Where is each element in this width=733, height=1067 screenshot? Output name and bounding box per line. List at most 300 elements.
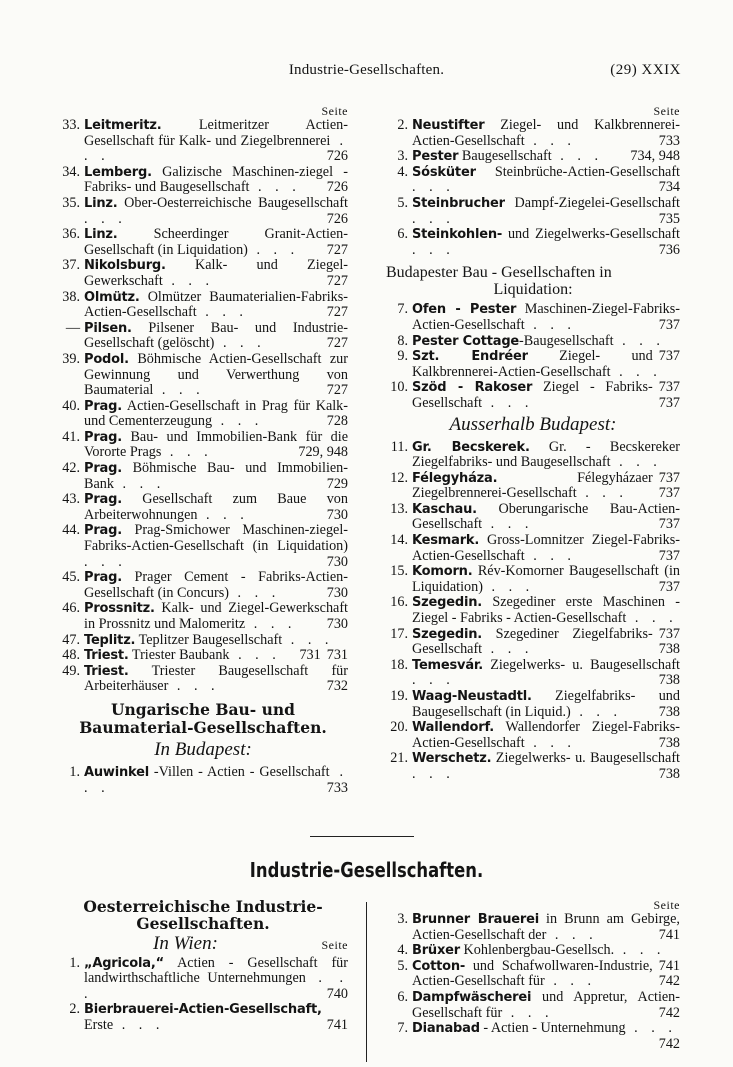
entry-page: 737	[653, 318, 680, 334]
list-item	[386, 912, 680, 943]
list-item	[386, 149, 680, 165]
entry-text	[412, 990, 680, 1021]
entry-text	[84, 321, 348, 352]
entry-description: Prag-Smichower Maschinen-ziegel-Fabriks-Actien-Gesellschaft (in Liquidation)	[84, 522, 348, 555]
left-column	[58, 104, 348, 796]
right-entry-list-b	[386, 302, 680, 411]
leader-dots: . . .	[412, 179, 455, 196]
entry-page: 738	[653, 642, 680, 658]
entry-description: und Appretur, Actien-Gesellschaft für	[412, 988, 680, 1021]
seite-label-bottom: Seite	[321, 938, 348, 952]
entry-place: Prag.	[84, 398, 122, 414]
entry-description: Kalk- und Ziegel-Gewerkschaft in Prossnitz und Malomeritz	[84, 600, 348, 632]
entry-number: 37.	[62, 257, 80, 274]
entry-page: 741	[653, 928, 680, 944]
entry-number: 20.	[390, 719, 408, 736]
liquidation-heading-line2: Liquidation:	[493, 281, 573, 299]
list-item	[386, 471, 680, 502]
entry-page: 738	[653, 767, 680, 783]
entry-number: 47.	[62, 631, 80, 648]
entry-text	[84, 601, 348, 632]
list-item	[386, 959, 680, 990]
entry-place: Komorn.	[412, 564, 473, 580]
list-item	[58, 461, 348, 492]
leader-dots: . . .	[245, 616, 297, 632]
entry-number: 17.	[390, 625, 408, 642]
entry-number: 4.	[397, 942, 408, 959]
entry-description: Actien-Gesellschaft in Prag für Kalk- und Cementerzeugung	[84, 397, 348, 430]
entry-description: Erste	[84, 1016, 114, 1033]
list-item	[58, 570, 348, 601]
entry-description: Gesellschaft zum Baue von Arbeiterwohnungen	[84, 491, 348, 523]
list-item	[386, 533, 680, 564]
entry-page: 737	[653, 471, 680, 487]
entry-page: 741	[653, 959, 680, 975]
entry-text	[412, 1020, 680, 1052]
entry-description: Steinbrüche-Actien-Gesellschaft	[475, 163, 680, 180]
entry-description: -Villen - Actien - Gesellschaft	[149, 763, 330, 780]
leader-dots: . . .	[610, 454, 662, 471]
list-item	[58, 290, 348, 321]
entry-text	[84, 430, 348, 461]
entry-place: Dianabad	[412, 1021, 480, 1037]
leader-dots: . . .	[161, 444, 213, 461]
entry-place: Kesmark.	[412, 533, 480, 549]
entry-description: und Schafwollwaren-Industrie, Actien-Gesellschaft für	[412, 957, 653, 990]
list-item	[58, 118, 348, 165]
entry-text	[84, 196, 348, 227]
entry-page: 737	[653, 580, 680, 596]
entry-description: Olmützer Baumaterialien-Fabriks-Actien-Gesellschaft	[84, 288, 348, 321]
entry-text	[412, 227, 680, 258]
entry-text	[84, 492, 348, 523]
entry-description: Szegediner erste Maschinen - Ziegel - Fabriks - Actien-Gesellschaft	[412, 594, 680, 627]
entry-place: Prag.	[84, 570, 122, 586]
section-divider	[310, 836, 414, 837]
entry-page: 726	[321, 149, 348, 165]
entry-text	[84, 765, 348, 796]
right-entry-list-c	[386, 440, 680, 783]
entry-place: Steinbrucher	[412, 195, 505, 211]
bottom-left-column	[58, 898, 348, 1034]
list-item	[386, 751, 680, 782]
budapest-entry-list	[58, 765, 348, 796]
leader-dots: . . .	[544, 973, 597, 990]
entry-number: 35.	[62, 194, 80, 211]
entry-description: Böhmische Actien-Gesellschaft zur Gewinnung und Verwerthung von Baumaterial	[84, 350, 348, 399]
list-item	[58, 601, 348, 632]
entry-description: - Actien - Unternehmung	[479, 1020, 626, 1037]
list-item	[58, 165, 348, 196]
entry-description: Prager Cement - Fabriks-Actien-Gesellschaft (in Concurs)	[84, 569, 348, 601]
wien-subheading: In Wien:	[153, 933, 218, 954]
leader-dots: . . .	[249, 179, 301, 196]
ausserhalb-subheading: Ausserhalb Budapest:	[449, 413, 617, 435]
entry-page: 727	[321, 243, 348, 259]
entry-description: Triester Baugesellschaft für Arbeiterhäuser	[84, 662, 348, 695]
list-item	[386, 502, 680, 533]
entry-place: Lemberg.	[84, 164, 152, 180]
entry-page: 730	[321, 617, 348, 633]
entry-text	[412, 471, 680, 502]
entry-description: Gr. - Becskereker Ziegelfabriks- und Baugesellschaft	[412, 438, 680, 471]
entry-page: 730	[321, 586, 348, 602]
entry-page: 742	[653, 1037, 680, 1053]
entry-description: Leitmeritzer Actien-Gesellschaft für Kalk- und Ziegelbrennerei	[84, 117, 348, 149]
entry-place: Szöd - Rakoser	[412, 380, 533, 396]
entry-place: Bierbrauerei-Actien-Gesellschaft,	[84, 1002, 322, 1018]
liquidation-heading	[386, 264, 680, 298]
entry-number: 6.	[397, 226, 408, 243]
entry-number: 3.	[397, 911, 408, 927]
entry-number: 9.	[397, 348, 408, 365]
entry-page: 740	[321, 987, 348, 1003]
entry-description: Félegyházaer Ziegelbrennerei-Gesellschaft	[412, 469, 653, 502]
seite-label: Seite	[321, 104, 348, 118]
entry-number: 4.	[397, 163, 408, 180]
entry-place: Gr. Becskerek.	[412, 439, 530, 455]
entry-page: 738	[653, 673, 680, 689]
running-header	[0, 60, 733, 82]
entry-number: 21.	[390, 750, 408, 767]
leader-dots: . . .	[524, 547, 576, 564]
leader-dots: . . .	[482, 641, 534, 658]
entry-number: 49.	[62, 662, 80, 679]
entry-page: 726	[321, 180, 348, 196]
entry-page: 734	[653, 180, 680, 196]
entry-description: Baugesellschaft	[458, 148, 552, 165]
entry-text	[84, 523, 348, 570]
leader-dots: . . .	[196, 304, 248, 321]
leader-dots: . . .	[524, 316, 576, 333]
entry-number: 41.	[62, 428, 80, 445]
entry-description: Scheerdinger Granit-Actien-Gesellschaft (in Liquidation)	[84, 226, 348, 258]
list-item	[58, 321, 348, 352]
entry-place: Steinkohlen-	[412, 227, 503, 243]
list-item	[386, 196, 680, 227]
leader-dots: . . .	[614, 942, 666, 959]
entry-text	[412, 149, 680, 165]
entry-description: Galizische Maschinen-ziegel - Fabriks- und Baugesellschaft	[84, 163, 348, 196]
entry-number: 42.	[62, 460, 80, 477]
leader-dots: . . .	[551, 148, 603, 165]
entry-number: 10.	[390, 379, 408, 396]
ungarische-heading: Ungarische Bau- und Baumaterial-Gesellschaften.	[79, 699, 327, 737]
leader-dots: . . .	[524, 132, 576, 149]
entry-number: 5.	[397, 194, 408, 211]
list-item	[58, 196, 348, 227]
entry-place: Wallendorf.	[412, 720, 494, 736]
entry-page: 730	[321, 508, 348, 524]
entry-place: Kaschau.	[412, 501, 477, 517]
entry-description: Oberungarische Bau-Actien-Gesellschaft	[412, 500, 680, 533]
leader-dots: . . .	[84, 553, 127, 570]
leader-dots: . . .	[229, 584, 281, 601]
entry-text	[412, 502, 680, 533]
entry-place: Prag.	[84, 461, 122, 477]
leader-dots: . . .	[84, 763, 349, 796]
leader-dots: . . .	[625, 1020, 677, 1037]
leader-dots: . . .	[113, 475, 166, 492]
entry-number: 45.	[62, 569, 80, 586]
list-item	[58, 523, 348, 570]
entry-text	[412, 627, 680, 658]
list-item	[58, 664, 348, 695]
entry-place: Triest.	[84, 663, 129, 679]
leader-dots: . . .	[613, 332, 665, 349]
entry-description: Maschinen-Ziegel-Fabriks-Actien-Gesellschaft	[412, 301, 680, 333]
leader-dots: . . .	[168, 678, 220, 695]
bottom-right-entry-list	[386, 911, 680, 1052]
leader-dots: . . .	[162, 272, 215, 289]
seite-label-right: Seite	[653, 104, 680, 118]
list-item	[58, 1002, 348, 1033]
running-title: Industrie-Gesellschaften.	[288, 62, 445, 78]
entry-number: 14.	[390, 532, 408, 549]
list-item	[386, 302, 680, 333]
leader-dots: . . .	[412, 210, 455, 227]
entry-description: Actien - Gesellschaft für landwirthschaftliche Unternehmungen	[84, 954, 348, 987]
entry-text	[412, 720, 680, 751]
entry-page: 742	[653, 1006, 680, 1022]
oesterreichische-heading: Oesterreichische Industrie-Gesellschaften.	[83, 897, 323, 933]
leader-dots: . . .	[412, 765, 455, 782]
entry-page: 742	[653, 974, 680, 990]
entry-number: —	[65, 319, 80, 336]
leader-dots: . . .	[412, 241, 455, 258]
leader-dots: . . .	[412, 672, 455, 689]
entry-text	[412, 196, 680, 227]
entry-text	[84, 648, 348, 664]
entry-place: Szegedin.	[412, 595, 483, 611]
entry-text	[412, 165, 680, 196]
list-item	[58, 492, 348, 523]
entry-description: Triester Baubank	[128, 647, 230, 664]
entry-place: Pester Cottage	[412, 333, 520, 349]
entry-page: 730	[321, 555, 348, 571]
leader-dots: . . .	[113, 1016, 165, 1033]
entry-page: 726	[321, 212, 348, 228]
entry-page: 737	[653, 486, 680, 502]
entry-page: 731	[321, 648, 348, 664]
entry-text	[412, 689, 680, 720]
entry-text	[84, 1002, 348, 1033]
list-item	[386, 564, 680, 595]
entry-page: 733	[653, 134, 680, 150]
list-item	[58, 956, 348, 1003]
list-item	[386, 118, 680, 149]
entry-number: 7.	[397, 301, 408, 318]
entry-place: Triest.	[84, 648, 129, 664]
entry-description: Gross-Lomnitzer Ziegel-Fabriks-Actien-Gesellschaft	[412, 532, 680, 564]
list-item	[58, 765, 348, 796]
leader-dots: . . .	[84, 970, 348, 1002]
leader-dots: . . .	[482, 394, 534, 411]
leader-dots: . . .	[610, 363, 662, 380]
entry-description: Pilsener Bau- und Industrie-Gesellschaft (gelöscht)	[84, 319, 348, 352]
entry-description: Ober-Oesterreichische Baugesellschaft	[117, 194, 348, 211]
entry-place: Temesvár.	[412, 657, 484, 673]
entry-description: Kalk- und Ziegel-Gewerkschaft	[84, 257, 348, 289]
entry-description: Kohlenbergbau-Gesellsch.	[460, 942, 615, 959]
entry-place: Nikolsburg.	[84, 258, 166, 274]
entry-description: Ziegel- und Kalkbrennerei-Actien-Gesellschaft	[412, 348, 653, 380]
leader-dots: . . .	[502, 1004, 554, 1021]
leader-dots: . . .	[576, 485, 628, 502]
entry-place: Dampfwäscherei	[412, 989, 532, 1005]
entry-number: 46.	[62, 600, 80, 617]
entry-description: Szegediner Ziegelfabriks-Gesellschaft	[412, 625, 653, 658]
entry-description: Ziegelwerks- u. Baugesellschaft	[483, 656, 680, 673]
entry-page: 733	[321, 781, 348, 797]
leader-dots: . . .	[229, 647, 281, 664]
entry-text	[84, 258, 348, 289]
leader-dots: . . .	[153, 382, 205, 399]
entry-place: Leitmeritz.	[84, 118, 162, 133]
entry-text	[412, 564, 680, 595]
entry-place: Prag.	[84, 429, 122, 445]
entry-text	[84, 570, 348, 601]
leader-dots: . . .	[482, 578, 535, 595]
entry-text	[84, 290, 348, 321]
entry-place: Teplitz.	[84, 632, 136, 648]
entry-place: Pester	[412, 149, 459, 165]
leader-dots: . . .	[282, 631, 334, 648]
seite-label-bottom-right: Seite	[653, 898, 680, 912]
entry-place: Szt. Endréer	[412, 349, 528, 365]
entry-page: 727	[321, 305, 348, 321]
entry-place: Prag.	[84, 523, 122, 539]
entry-text	[84, 664, 348, 695]
entry-place: Félegyháza.	[412, 470, 498, 486]
entry-page: 727	[321, 336, 348, 352]
entry-place: Prossnitz.	[84, 601, 155, 617]
leader-dots: . . .	[84, 132, 348, 165]
column-rule	[366, 902, 367, 1062]
entry-number: 33.	[62, 117, 80, 133]
entry-number: 13.	[390, 500, 408, 517]
industrie-heading: Industrie-Gesellschaften.	[249, 858, 484, 882]
entry-text	[412, 751, 680, 782]
entry-page: 737	[653, 380, 680, 396]
entry-text	[412, 118, 680, 149]
leader-dots: . . .	[212, 413, 264, 430]
entry-place: Waag-Neustadtl.	[412, 689, 532, 704]
entry-place: Szegedin.	[412, 626, 483, 642]
entry-number: 48.	[62, 647, 80, 664]
entry-text	[84, 165, 348, 196]
leader-dots: . . .	[482, 516, 534, 533]
list-item	[386, 227, 680, 258]
entry-number: 2.	[397, 117, 408, 133]
entry-text	[84, 399, 348, 430]
entry-text	[412, 959, 680, 990]
entry-description: Ziegelfabriks- und Baugesellschaft (in Liquid.)	[412, 688, 680, 720]
entry-page: 729	[321, 477, 348, 493]
entry-number: 11.	[390, 438, 408, 455]
entry-page: 741	[321, 1018, 348, 1034]
leader-dots: . . .	[247, 241, 300, 258]
leader-dots: . . .	[546, 926, 598, 943]
entry-place: Sósküter	[412, 164, 476, 180]
leader-dots: . . .	[84, 210, 127, 227]
entry-text	[412, 912, 680, 943]
entry-page: 729, 948	[292, 445, 348, 461]
entry-page: 736	[653, 243, 680, 259]
budapest-subheading: In Budapest:	[154, 738, 252, 760]
entry-page: 737	[653, 396, 680, 412]
entry-description: Dampf-Ziegelei-Gesellschaft	[504, 194, 680, 211]
entry-number: 6.	[397, 988, 408, 1005]
entry-page: 734, 948	[624, 149, 680, 165]
entry-text	[84, 461, 348, 492]
list-item	[386, 380, 680, 411]
entry-description: und Ziegelwerks-Gesellschaft	[502, 226, 680, 243]
entry-page: 738	[653, 705, 680, 721]
entry-place: Prag.	[84, 492, 122, 508]
entry-place: Linz.	[84, 227, 118, 243]
entry-page: 738	[653, 736, 680, 752]
list-item	[386, 990, 680, 1021]
entry-number: 43.	[62, 491, 80, 508]
entry-place: Podol.	[84, 351, 129, 367]
entry-text	[84, 118, 348, 165]
entry-number: 38.	[62, 288, 80, 305]
entry-description: -Baugesellschaft	[519, 332, 614, 349]
entry-number: 19.	[390, 688, 408, 704]
entry-page: 737	[653, 517, 680, 533]
entry-text	[84, 227, 348, 258]
entry-page: 731	[293, 648, 320, 664]
entry-description: Böhmische Bau- und Immobilien-Bank	[84, 460, 348, 492]
entry-place: Brüxer	[412, 943, 460, 959]
entry-page: 735	[653, 212, 680, 228]
entry-number: 16.	[390, 594, 408, 611]
leader-dots: . . .	[214, 335, 266, 352]
list-item	[58, 258, 348, 289]
entry-number: 8.	[397, 332, 408, 349]
right-column	[386, 104, 680, 783]
entry-place: Linz.	[84, 195, 118, 211]
leader-dots: . . .	[570, 703, 623, 720]
right-entry-list-a	[386, 118, 680, 258]
entry-place: Cotton-	[412, 958, 466, 974]
entry-number: 39.	[62, 350, 80, 367]
entry-page: 727	[321, 383, 348, 399]
entry-number: 12.	[390, 469, 408, 486]
list-item	[386, 658, 680, 689]
entry-description: in Brunn am Gebirge, Actien-Gesellschaft der	[412, 911, 680, 943]
entry-number: 36.	[62, 226, 80, 243]
list-item	[386, 627, 680, 658]
entry-place: Brunner Brauerei	[412, 912, 539, 927]
leader-dots: . . .	[197, 506, 249, 523]
list-item	[58, 352, 348, 399]
list-item	[58, 430, 348, 461]
entry-place: Neustifter	[412, 118, 485, 133]
entry-text	[84, 956, 348, 1003]
entry-number: 3.	[397, 148, 408, 165]
entry-text	[84, 352, 348, 399]
list-item	[58, 399, 348, 430]
list-item	[386, 689, 680, 720]
left-entry-list	[58, 118, 348, 695]
entry-description: Teplitzer Baugesellschaft	[135, 631, 283, 648]
entry-page: 737	[653, 349, 680, 365]
list-item	[386, 165, 680, 196]
entry-text	[412, 533, 680, 564]
liquidation-heading-line1: Budapester Bau - Gesellschaften in	[386, 264, 612, 282]
